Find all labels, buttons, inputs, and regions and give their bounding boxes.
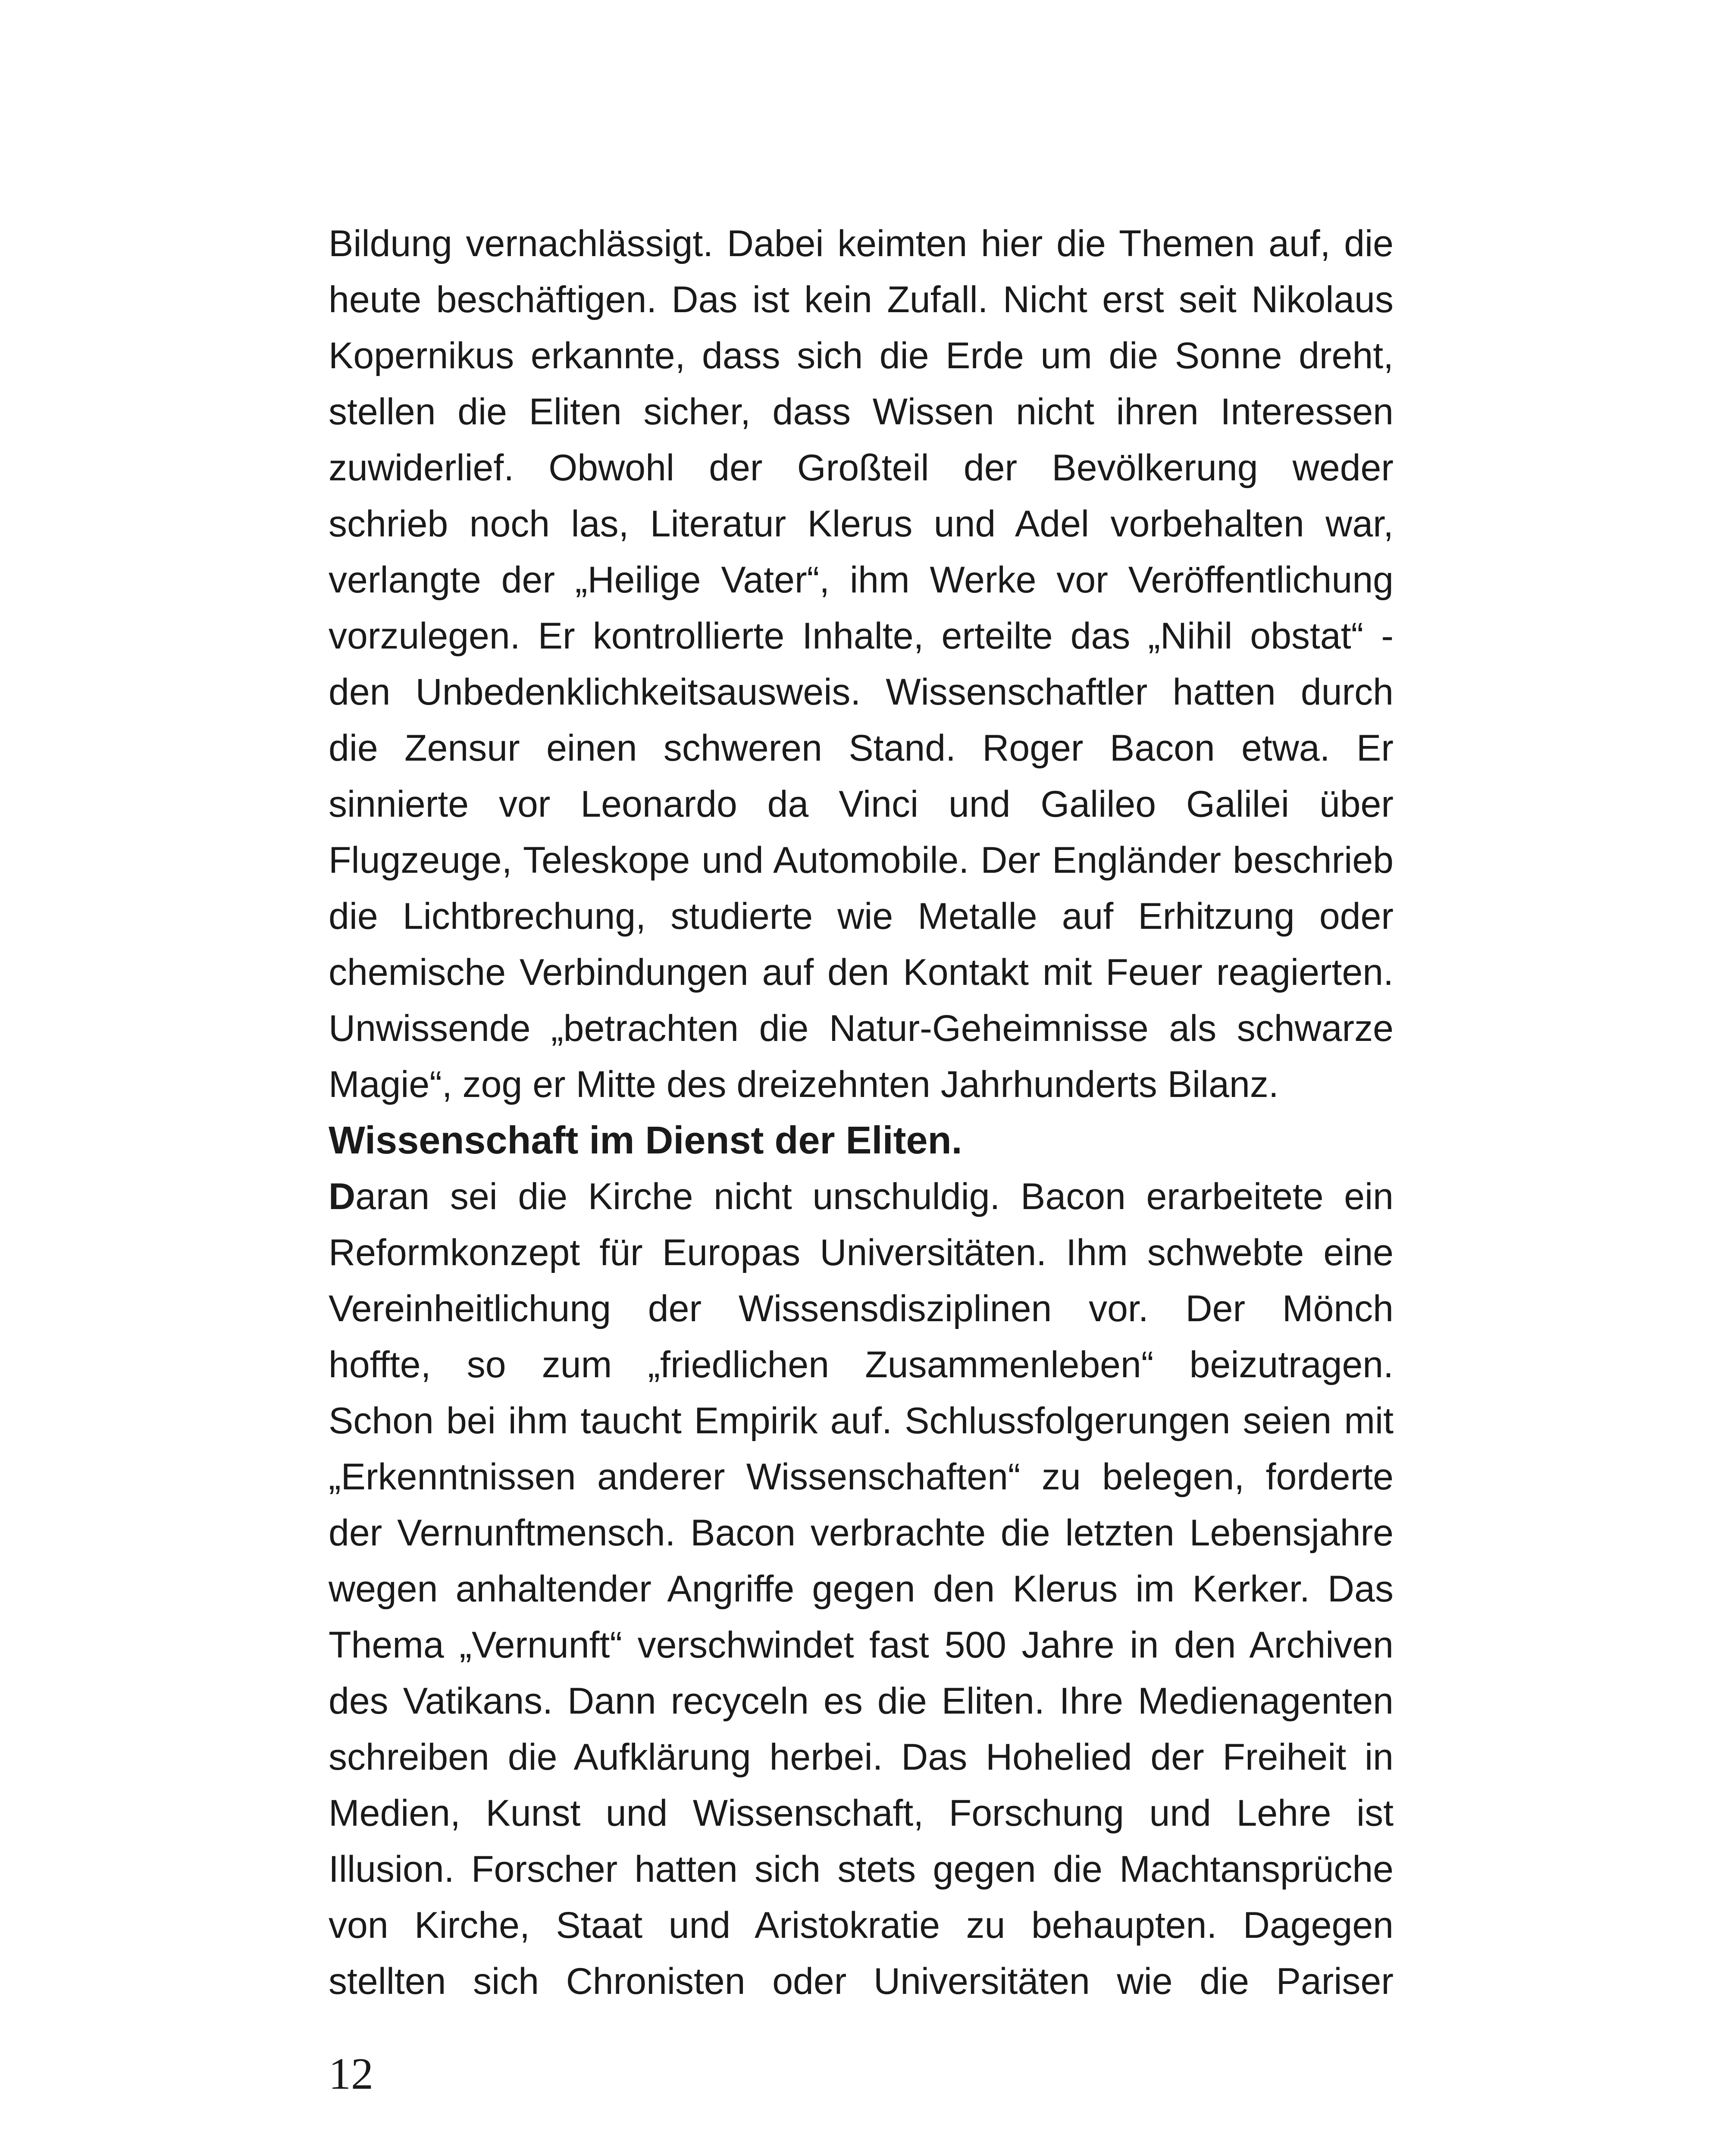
text-line: hoffte, so zum „friedlichen Zusammenleben“ beizutragen. bbox=[329, 1344, 1394, 1385]
paragraph-2 bbox=[329, 1169, 1394, 2009]
text-line: Schon bei ihm taucht Empirik auf. Schlussfolgerungen seien mit bbox=[329, 1400, 1394, 1442]
text-line: Bildung vernachlässigt. Dabei keimten hier die Themen auf, die bbox=[329, 223, 1394, 264]
text-line: Medien, Kunst und Wissenschaft, Forschung und Lehre ist bbox=[329, 1792, 1394, 1834]
text-line: chemische Verbindungen auf den Kontakt mit Feuer reagierten. bbox=[329, 952, 1394, 993]
text-line: der Vernunftmensch. Bacon verbrachte die letzten Lebensjahre bbox=[329, 1512, 1394, 1554]
text-line: sinnierte vor Leonardo da Vinci und Galileo Galilei über bbox=[329, 783, 1394, 825]
text-line: Thema „Vernunft“ verschwindet fast 500 Jahre in den Archiven bbox=[329, 1624, 1394, 1666]
text-line: die Lichtbrechung, studierte wie Metalle auf Erhitzung oder bbox=[329, 896, 1394, 937]
text-line: Magie“, zog er Mitte des dreizehnten Jahrhunderts Bilanz. bbox=[329, 1064, 1279, 1105]
text-line: Reformkonzept für Europas Universitäten. Ihm schwebte eine bbox=[329, 1232, 1394, 1273]
text-line: heute beschäftigen. Das ist kein Zufall. Nicht erst seit Nikolaus bbox=[329, 279, 1394, 320]
text-line: die Zensur einen schweren Stand. Roger Bacon etwa. Er bbox=[329, 727, 1394, 769]
text-line: vorzulegen. Er kontrollierte Inhalte, erteilte das „Nihil obstat“ - bbox=[329, 615, 1394, 657]
text-line-first bbox=[329, 1169, 1394, 1225]
body-text bbox=[329, 216, 1394, 2009]
text-line: stellen die Eliten sicher, dass Wissen nicht ihren Interessen bbox=[329, 391, 1394, 432]
dropcap: D bbox=[329, 1176, 356, 1217]
text-line: zuwiderlief. Obwohl der Großteil der Bevölkerung weder bbox=[329, 447, 1394, 489]
section-heading: Wissenschaft im Dienst der Eliten. bbox=[329, 1119, 962, 1162]
paragraph-1 bbox=[329, 216, 1394, 1112]
first-line-text: aran sei die Kirche nicht unschuldig. Bacon erarbeitete ein bbox=[355, 1176, 1394, 1217]
text-line: verlangte der „Heilige Vater“, ihm Werke vor Veröffentlichung bbox=[329, 559, 1394, 601]
text-line: „Erkenntnissen anderer Wissenschaften“ zu belegen, forderte bbox=[329, 1456, 1394, 1498]
text-line: schreiben die Aufklärung herbei. Das Hohelied der Freiheit in bbox=[329, 1736, 1394, 1778]
text-line: den Unbedenklichkeitsausweis. Wissenschaftler hatten durch bbox=[329, 671, 1394, 713]
text-line: stellten sich Chronisten oder Universitäten wie die Pariser bbox=[329, 1961, 1394, 2002]
text-line: schrieb noch las, Literatur Klerus und Adel vorbehalten war, bbox=[329, 503, 1394, 545]
text-line: des Vatikans. Dann recyceln es die Eliten. Ihre Medienagenten bbox=[329, 1680, 1394, 1722]
text-line: Vereinheitlichung der Wissensdisziplinen vor. Der Mönch bbox=[329, 1288, 1394, 1329]
text-line: Unwissende „betrachten die Natur-Geheimnisse als schwarze bbox=[329, 1008, 1394, 1049]
text-line: Illusion. Forscher hatten sich stets gegen die Machtansprüche bbox=[329, 1849, 1394, 1890]
text-line: Kopernikus erkannte, dass sich die Erde um die Sonne dreht, bbox=[329, 335, 1394, 376]
text-line: Flugzeuge, Teleskope und Automobile. Der Engländer beschrieb bbox=[329, 840, 1394, 881]
text-line: von Kirche, Staat und Aristokratie zu behaupten. Dagegen bbox=[329, 1905, 1394, 1946]
text-line: wegen anhaltender Angriffe gegen den Klerus im Kerker. Das bbox=[329, 1568, 1394, 1610]
page-number: 12 bbox=[329, 2049, 373, 2099]
